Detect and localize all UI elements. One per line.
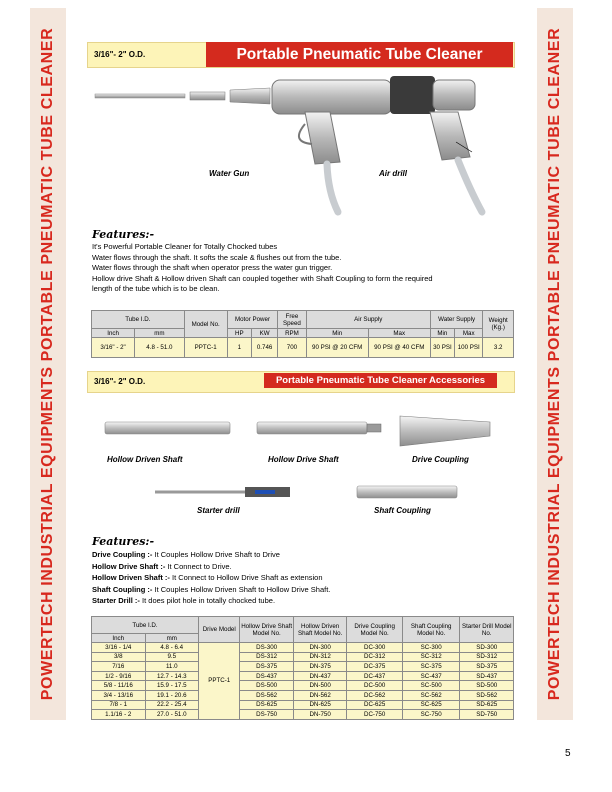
table-cell: SC-312 — [402, 652, 460, 662]
th-starter-drill: Starter Drill Model No. — [460, 617, 514, 643]
feature-desc: It Connect to Drive. — [165, 561, 232, 571]
th-air-min: Min — [306, 329, 368, 338]
features1-line: length of the tube which is to be clean. — [92, 284, 220, 293]
table-cell: SD-625 — [460, 700, 514, 710]
cell-water-max: 100 PSI — [455, 338, 483, 358]
th-hp: HP — [227, 329, 251, 338]
th-motor-power: Motor Power — [227, 311, 278, 329]
table-cell: SC-750 — [402, 710, 460, 720]
table-row — [92, 643, 514, 653]
specs-table — [91, 310, 514, 358]
table-cell: 15.9 - 17.5 — [145, 681, 199, 691]
table-row — [92, 652, 514, 662]
feature-term: Starter Drill :- — [92, 596, 140, 605]
features2-line — [92, 572, 522, 584]
table-cell: DC-625 — [347, 700, 403, 710]
table-cell: 3/16 - 1/4 — [92, 643, 146, 653]
features2-line — [92, 595, 522, 607]
feature-desc: It Couples Hollow Driven Shaft to Hollow Drive Shaft. — [152, 584, 331, 594]
table-cell: DC-375 — [347, 662, 403, 672]
table-cell: SC-562 — [402, 690, 460, 700]
cell-weight: 3.2 — [483, 338, 514, 358]
cell-kw: 0.746 — [251, 338, 277, 358]
th-kw: KW — [251, 329, 277, 338]
th-model-no: Model No. — [184, 311, 227, 338]
table-cell: DC-562 — [347, 690, 403, 700]
th-air-supply: Air Supply — [306, 311, 430, 329]
table-cell: DS-562 — [240, 690, 294, 700]
cell-air-min: 90 PSI @ 20 CFM — [306, 338, 368, 358]
th-water-max: Max — [455, 329, 483, 338]
table-cell: 7/16 — [92, 662, 146, 672]
table-cell: DN-437 — [293, 671, 347, 681]
cell-rpm: 700 — [278, 338, 306, 358]
table-row — [92, 700, 514, 710]
table-row — [92, 662, 514, 672]
hollow-driven-shaft-label: Hollow Driven Shaft — [107, 455, 183, 464]
table-cell: DN-562 — [293, 690, 347, 700]
table-cell: SD-750 — [460, 710, 514, 720]
right-side-text: POWERTECH INDUSTRIAL EQUIPMENTS PORTABLE PNEUMATIC TUBE CLEANER — [546, 27, 563, 701]
table-cell: DN-312 — [293, 652, 347, 662]
cell-model: PPTC-1 — [184, 338, 227, 358]
table-cell: DC-500 — [347, 681, 403, 691]
feature-term: Shaft Coupling :- — [92, 584, 153, 594]
drive-coupling-label: Drive Coupling — [412, 455, 469, 464]
features1-line: Hollow drive Shaft & Hollow driven Shaft can coupled together with Shaft Coupling to form the required — [92, 273, 433, 283]
table-cell: DS-500 — [240, 681, 294, 691]
table-cell: 12.7 - 14.3 — [145, 671, 199, 681]
table-cell: SD-562 — [460, 690, 514, 700]
table-cell: DS-375 — [240, 662, 294, 672]
right-side-banner — [537, 8, 573, 720]
hollow-drive-shaft-label: Hollow Drive Shaft — [268, 455, 339, 464]
th-mm: mm — [145, 634, 199, 643]
table-cell: DS-750 — [240, 710, 294, 720]
features2-line — [92, 549, 522, 561]
table-cell: SC-375 — [402, 662, 460, 672]
table-cell: SC-500 — [402, 681, 460, 691]
shaft-coupling-image — [357, 486, 457, 498]
table-cell: DS-312 — [240, 652, 294, 662]
table-row — [92, 710, 514, 720]
table-cell: DN-750 — [293, 710, 347, 720]
table-cell: DC-750 — [347, 710, 403, 720]
table-cell: DC-312 — [347, 652, 403, 662]
table-cell: DN-300 — [293, 643, 347, 653]
cell-air-max: 90 PSI @ 40 CFM — [368, 338, 430, 358]
table-cell: SD-375 — [460, 662, 514, 672]
table-cell: DS-625 — [240, 700, 294, 710]
features1-heading: Features:- — [92, 228, 155, 241]
table-row — [92, 671, 514, 681]
table-cell: DC-300 — [347, 643, 403, 653]
features2-text — [92, 549, 522, 607]
table-cell: SC-300 — [402, 643, 460, 653]
table-cell: SC-437 — [402, 671, 460, 681]
table-cell: SC-625 — [402, 700, 460, 710]
feature-term: Hollow Drive Shaft :- — [92, 561, 166, 571]
table-cell: 3/8 — [92, 652, 146, 662]
air-drill-label: Air drill — [379, 169, 408, 178]
th-hollow-driven: Hollow Driven Shaft Model No. — [293, 617, 347, 643]
features2-heading: Features:- — [92, 535, 155, 548]
th-water-min: Min — [430, 329, 454, 338]
table-cell: DN-625 — [293, 700, 347, 710]
cell-water-min: 30 PSI — [430, 338, 454, 358]
shaft-coupling-label: Shaft Coupling — [374, 506, 431, 515]
features1-line: Water flows through the shaft when operator press the water gun trigger. — [92, 263, 333, 272]
th-air-max: Max — [368, 329, 430, 338]
table-cell: 3/4 - 13/16 — [92, 690, 146, 700]
drive-coupling-image — [400, 416, 490, 446]
table-cell: SD-500 — [460, 681, 514, 691]
features1-text — [92, 242, 522, 295]
table-cell: 22.2 - 25.4 — [145, 700, 199, 710]
table-cell: SD-312 — [460, 652, 514, 662]
cell-hp: 1 — [227, 338, 251, 358]
table-cell: SD-437 — [460, 671, 514, 681]
table-cell: 11.0 — [145, 662, 199, 672]
th-weight: Weight (Kg.) — [483, 311, 514, 338]
left-side-banner — [30, 8, 66, 720]
th-tube-id: Tube I.D. — [92, 617, 199, 634]
table-cell: DC-437 — [347, 671, 403, 681]
table-cell: 1.1/16 - 2 — [92, 710, 146, 720]
features2-line — [92, 561, 522, 573]
features1-line: Water flows through the shaft. It softs the scale & flushes out from the tube. — [92, 252, 342, 262]
th-rpm: RPM — [278, 329, 306, 338]
table-cell: 9.5 — [145, 652, 199, 662]
water-gun-label: Water Gun — [209, 169, 250, 178]
starter-drill-label: Starter drill — [197, 506, 240, 515]
hollow-drive-shaft-image — [257, 422, 367, 434]
page-number: 5 — [565, 748, 571, 759]
th-water-supply: Water Supply — [430, 311, 483, 329]
tube-cleaner-illustration — [90, 72, 510, 222]
th-inch: Inch — [92, 634, 146, 643]
table-cell: 7/8 - 1 — [92, 700, 146, 710]
table-cell: DS-437 — [240, 671, 294, 681]
table-cell: 19.1 - 20.6 — [145, 690, 199, 700]
table-cell: DN-500 — [293, 681, 347, 691]
left-side-text: POWERTECH INDUSTRIAL EQUIPMENTS PORTABLE PNEUMATIC TUBE CLEANER — [39, 27, 56, 701]
cell-drive-model: PPTC-1 — [199, 643, 240, 720]
feature-desc: It does pilot hole in totally chocked tube. — [139, 596, 276, 605]
feature-term: Hollow Driven Shaft :- — [92, 573, 170, 582]
features1-line: It's Powerful Portable Cleaner for Totally Chocked tubes — [92, 242, 278, 251]
hollow-driven-shaft-image — [105, 422, 230, 434]
features2-line — [92, 584, 522, 596]
table-cell: DN-375 — [293, 662, 347, 672]
th-drive-coupling: Drive Coupling Model No. — [347, 617, 403, 643]
section2-title: Portable Pneumatic Tube Cleaner Accessories — [264, 373, 497, 388]
th-shaft-coupling: Shaft Coupling Model No. — [402, 617, 460, 643]
th-drive-model: Drive Model — [199, 617, 240, 643]
accessories-table — [91, 616, 514, 720]
cell-inch: 3/16" - 2" — [92, 338, 135, 358]
th-free-speed: Free Speed — [278, 311, 306, 329]
table-cell: DS-300 — [240, 643, 294, 653]
table-cell: 5/8 - 11/16 — [92, 681, 146, 691]
table-cell: 27.0 - 51.0 — [145, 710, 199, 720]
table-cell: 4.8 - 6.4 — [145, 643, 199, 653]
table-cell: 1/2 - 9/16 — [92, 671, 146, 681]
feature-desc: It Couples Hollow Drive Shaft to Drive — [152, 550, 280, 559]
table-cell: SD-300 — [460, 643, 514, 653]
cell-mm: 4.8 - 51.0 — [135, 338, 184, 358]
table-row — [92, 690, 514, 700]
section1-size: 3/16"- 2" O.D. — [94, 50, 146, 59]
th-hollow-drive: Hollow Drive Shaft Model No. — [240, 617, 294, 643]
table-row — [92, 681, 514, 691]
th-inch: Inch — [92, 329, 135, 338]
th-mm: mm — [135, 329, 184, 338]
feature-term: Drive Coupling :- — [92, 550, 153, 559]
section1-title: Portable Pneumatic Tube Cleaner — [206, 42, 513, 67]
feature-desc: It Connect to Hollow Drive Shaft as extension — [169, 573, 323, 582]
section2-size: 3/16"- 2" O.D. — [94, 377, 146, 386]
th-tube-id: Tube I.D. — [92, 311, 185, 329]
